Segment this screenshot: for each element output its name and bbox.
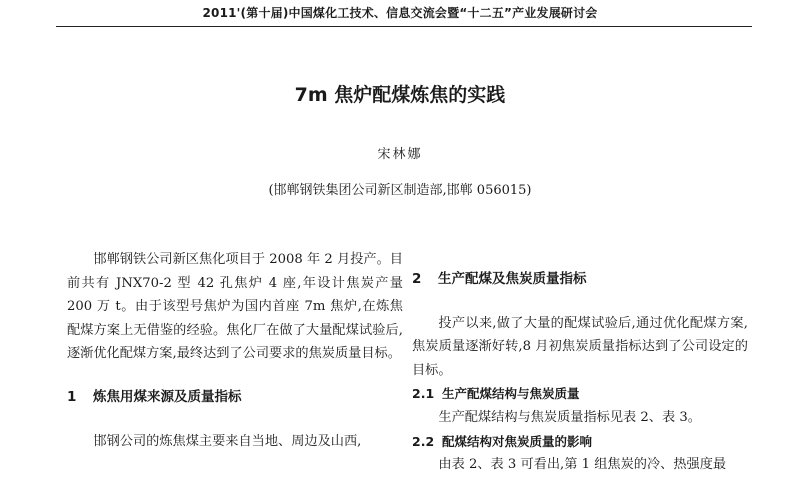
subsection-2-1-heading bbox=[412, 382, 748, 406]
right-column bbox=[412, 268, 748, 477]
subsection-2-2-heading bbox=[412, 430, 748, 454]
subsection-2-2-number: 2.2 bbox=[412, 433, 435, 449]
section-2-title: 生产配煤及焦炭质量指标 bbox=[438, 271, 587, 287]
subsection-2-1-number: 2.1 bbox=[412, 386, 435, 402]
paper-title: 7m 焦炉配煤炼焦的实践 bbox=[294, 84, 506, 106]
author-name: 宋林娜 bbox=[377, 147, 423, 162]
section-2-paragraph: 投产以来,做了大量的配煤试验后,通过优化配煤方案,焦炭质量逐渐好转,8 月初焦炭质量指标达到了公司设定的目标。 bbox=[412, 315, 748, 378]
section-1-paragraph: 邯钢公司的炼焦煤主要来自当地、周边及山西, bbox=[93, 433, 362, 449]
section-1-title: 炼焦用煤来源及质量指标 bbox=[93, 388, 242, 405]
subsection-2-1-text: 生产配煤结构与焦炭质量指标见表 2、表 3。 bbox=[438, 409, 701, 425]
subsection-2-1-title: 生产配煤结构与焦炭质量 bbox=[442, 386, 580, 402]
section-1-heading bbox=[67, 386, 403, 410]
subsection-2-2-text: 由表 2、表 3 可看出,第 1 组焦炭的冷、热强度最 bbox=[438, 457, 727, 473]
header-rule bbox=[56, 26, 752, 27]
subsection-2-2-title: 配煤结构对焦炭质量的影响 bbox=[442, 433, 593, 449]
section-2-heading bbox=[412, 268, 748, 292]
running-header: 2011'(第十届)中国煤化工技术、信息交流会暨“十二五”产业发展研讨会 bbox=[202, 6, 598, 20]
left-column bbox=[67, 248, 403, 453]
intro-paragraph: 邯郸钢铁公司新区焦化项目于 2008 年 2 月投产。目前共有 JNX70-2 型 42 孔焦炉 4 座,年设计焦炭产量 200 万 t。由于该型号焦炉为国内首座 7m 焦炉,在炼焦配煤方案上无借鉴的经验。焦化厂在做了大量配煤试验后,逐渐优化配煤方案,最终达到了公司要求的焦炭质量目标。 bbox=[67, 252, 403, 362]
section-2-number: 2 bbox=[412, 271, 422, 287]
author-affiliation: (邯郸钢铁集团公司新区制造部,邯郸 056015) bbox=[268, 183, 532, 198]
section-1-number: 1 bbox=[67, 388, 77, 405]
